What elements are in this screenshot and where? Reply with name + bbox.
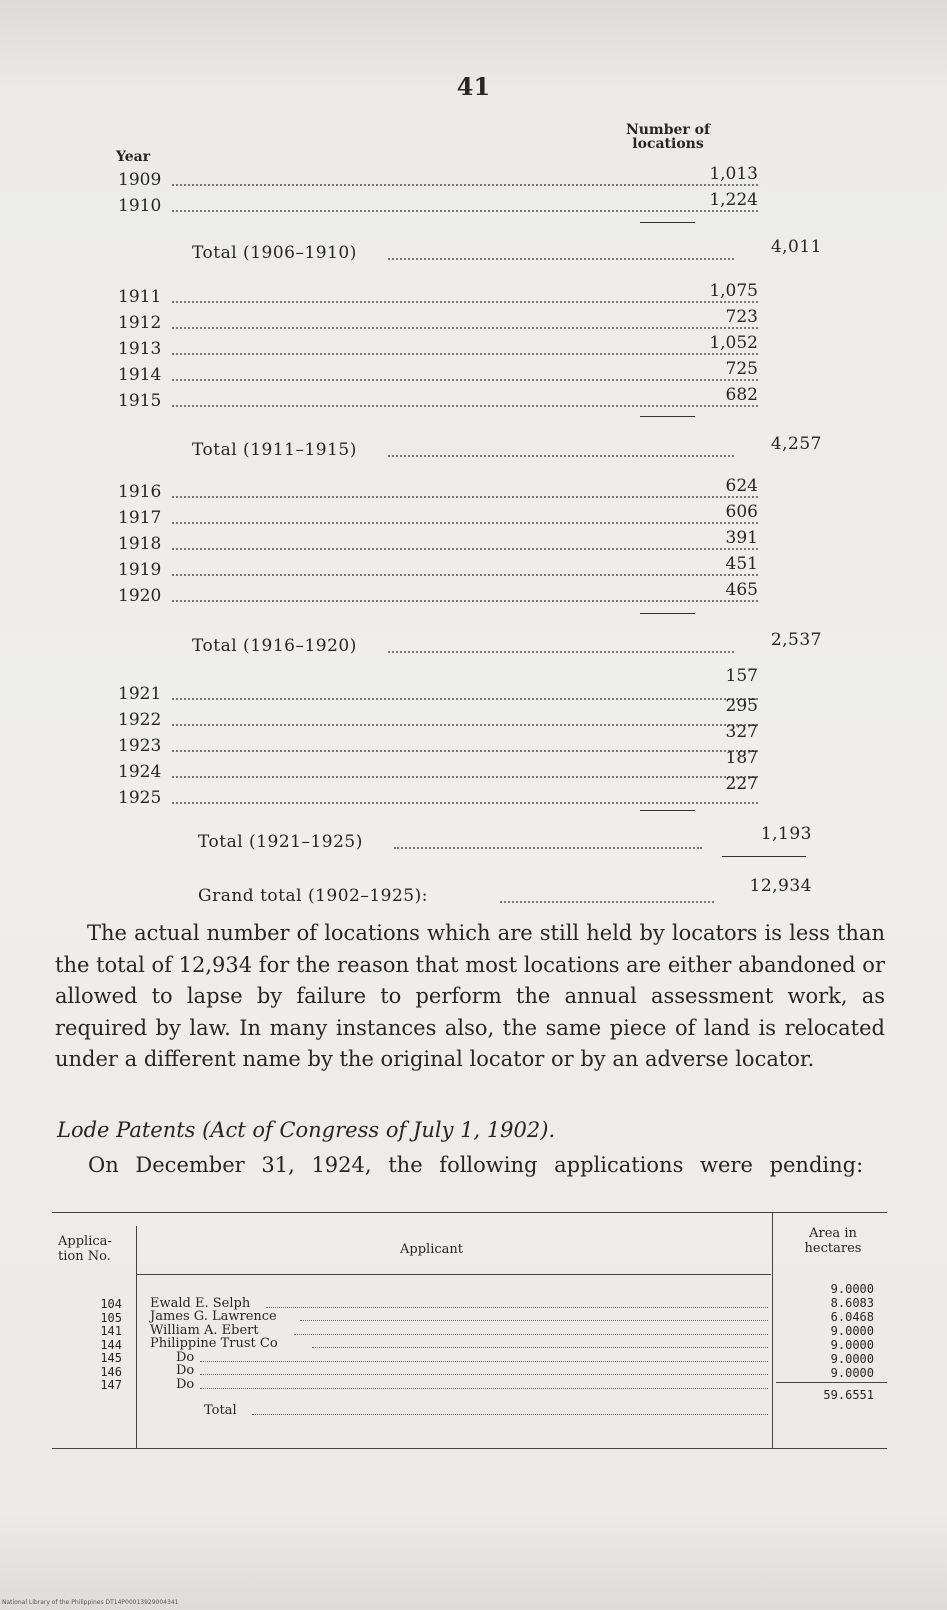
subtotal-rule	[640, 613, 695, 614]
year-row: 1909 1,013	[118, 164, 758, 190]
total-row: Total (1921–1925) 1,193	[198, 824, 812, 852]
applicant-row: Do	[176, 1350, 194, 1365]
page-number: 41	[456, 72, 491, 101]
applicant-header: Applicant	[400, 1242, 463, 1257]
subtotal-rule	[640, 810, 695, 811]
explanatory-paragraph: The actual number of locations which are still held by locators is less than the total of 12,934 for the reason that most locations are either abandoned or allowed to lapse by failure to perform the annual assessment work, as required by law. In many instances also, the same piece of land is relocated under a different name by the original locator or by an adverse locator.	[55, 921, 885, 1071]
applicant-row: Philippine Trust Co	[150, 1336, 278, 1351]
year-row: 1924 187	[118, 748, 758, 782]
section-heading: Lode Patents (Act of Congress of July 1, 1902).	[57, 1118, 556, 1142]
year-row: 1925 227	[118, 774, 758, 808]
year-row: 1914 725	[118, 359, 758, 385]
year-row: 1916 624	[118, 476, 758, 502]
year-row: 1923 327	[118, 722, 758, 756]
pending-intro: On December 31, 1924, the following applications were pending:	[88, 1153, 864, 1177]
subtotal-rule	[640, 416, 695, 417]
total-row: Total (1906–1910) 4,011	[192, 237, 822, 263]
total-row: Total (1911–1915) 4,257	[192, 434, 822, 460]
year-row: 1921 157	[118, 666, 758, 704]
applicant-row: William A. Ebert	[150, 1323, 259, 1338]
locations-column-header: Number of locations	[625, 122, 711, 152]
grand-total-rule	[722, 856, 806, 857]
application-number-header: Applica- tion No.	[58, 1234, 112, 1264]
applicant-total-row: Total	[204, 1403, 237, 1418]
area-header: Area in hectares	[804, 1226, 862, 1256]
year-row: 1911 1,075	[118, 281, 758, 307]
subtotal-rule	[640, 222, 695, 223]
year-row: 1920 465	[118, 580, 758, 606]
area-total: 59.6551	[823, 1388, 874, 1402]
total-row: Total (1916–1920) 2,537	[192, 630, 822, 656]
applicant-row: James G. Lawrence	[150, 1309, 277, 1324]
year-row: 1910 1,224	[118, 190, 758, 216]
applicant-row: Do	[176, 1377, 194, 1392]
year-row: 1912 723	[118, 307, 758, 333]
area-values: 9.0000 8.6083 6.0468 9.0000 9.0000 9.0000 9.0000	[830, 1282, 874, 1380]
year-row: 1922 295	[118, 696, 758, 730]
application-numbers: 104 105 141 144 145 146 147	[100, 1297, 122, 1392]
year-row: 1918 391	[118, 528, 758, 554]
grand-total-row: Grand total (1902–1925): 12,934	[198, 876, 812, 906]
year-row: 1919 451	[118, 554, 758, 580]
applicant-row: Do	[176, 1363, 194, 1378]
year-row: 1915 682	[118, 385, 758, 411]
year-column-header: Year	[116, 149, 151, 165]
archive-footer: National Library of the Philippines DT14P00013929004341	[2, 1599, 179, 1606]
applicant-row: Ewald E. Selph	[150, 1296, 250, 1311]
year-row: 1913 1,052	[118, 333, 758, 359]
year-row: 1917 606	[118, 502, 758, 528]
